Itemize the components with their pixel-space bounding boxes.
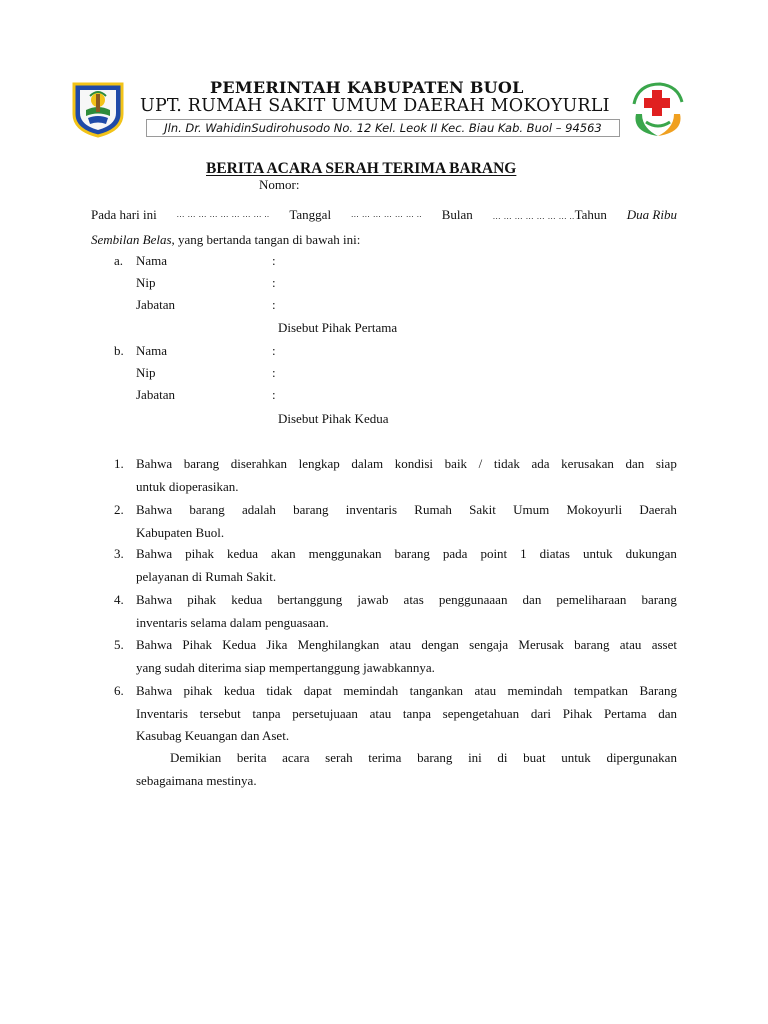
point-6-line-3: Kasubag Keuangan dan Aset. — [136, 728, 290, 743]
word: baik — [444, 456, 468, 471]
word: dapat — [303, 683, 332, 698]
hospital-cross-logo-icon — [628, 78, 688, 140]
word: asset — [651, 637, 677, 652]
word: serah — [325, 750, 353, 765]
point-2-line-1 — [136, 502, 677, 518]
word: Menghilangkan — [297, 637, 380, 652]
point-2-line-2: Kabupaten Buol. — [136, 525, 225, 540]
word: pihak — [187, 592, 217, 607]
party-b-nip-colon: : — [272, 365, 276, 380]
closing-line-2: sebagaimana mestinya. — [136, 773, 257, 788]
letterhead-address: Jln. Dr. WahidinSudirohusodo No. 12 Kel. Leok II Kec. Biau Kab. Buol – 94563 — [146, 119, 620, 137]
point-1-number: 1. — [114, 456, 124, 471]
letterhead-hospital: UPT. RUMAH SAKIT UMUM DAERAH MOKOYURLI — [140, 96, 610, 116]
point-6-line-1 — [136, 683, 677, 699]
point-1-line-2: untuk dioperasikan. — [136, 479, 239, 494]
word: tempatkan — [573, 683, 629, 698]
word: barang — [574, 637, 610, 652]
word: atau — [369, 706, 392, 721]
party-a-nama-colon: : — [272, 253, 276, 268]
intro-tahun: Tahun — [574, 207, 607, 222]
word: bertanggung — [277, 592, 343, 607]
party-a-nip-colon: : — [272, 275, 276, 290]
word: memindah — [507, 683, 563, 698]
party-b-nama-colon: : — [272, 343, 276, 358]
word: dari — [530, 706, 552, 721]
point-3-line-2: pelayanan di Rumah Sakit. — [136, 569, 277, 584]
point-4-line-1 — [136, 592, 677, 608]
word: tanpa — [402, 706, 432, 721]
word: barang — [293, 502, 329, 517]
word: dan — [658, 706, 677, 721]
intro-tanggal: Tanggal — [289, 207, 332, 222]
intro-line-2 — [91, 232, 360, 248]
party-a-jabatan-label: Jabatan — [136, 297, 175, 312]
point-2-number: 2. — [114, 502, 124, 517]
word: berita — [236, 750, 267, 765]
point-6-number: 6. — [114, 683, 124, 698]
word: dengan — [421, 637, 459, 652]
word: tersebut — [199, 706, 241, 721]
word: pemeliharaan — [556, 592, 627, 607]
word: kedua — [227, 546, 259, 561]
district-emblem-icon — [70, 80, 126, 138]
party-b-caption: Disebut Pihak Kedua — [278, 411, 389, 426]
word: sepengetahuan — [442, 706, 520, 721]
word: adalah — [241, 502, 276, 517]
word: penggunaaan — [438, 592, 508, 607]
word: Bahwa — [136, 456, 173, 471]
word: barang — [394, 546, 430, 561]
word: untuk — [561, 750, 591, 765]
word: atas — [403, 592, 424, 607]
party-b-marker: b. — [114, 343, 124, 358]
intro-dots-bulan: … … … … … … … .. — [492, 212, 575, 221]
word: kerusakan — [561, 456, 614, 471]
intro-line-1 — [91, 207, 677, 225]
word: Umum — [513, 502, 550, 517]
party-a-jabatan-colon: : — [272, 297, 276, 312]
point-1-line-1 — [136, 456, 677, 472]
word: tidak — [493, 456, 520, 471]
word: pada — [442, 546, 468, 561]
word: Pertama — [603, 706, 647, 721]
word: Bahwa — [136, 502, 173, 517]
word: Pihak — [562, 706, 593, 721]
word: menggunakan — [308, 546, 382, 561]
word: Mokoyurli — [566, 502, 623, 517]
word: dan — [522, 592, 542, 607]
party-a-marker: a. — [114, 253, 124, 268]
word: 1 — [520, 546, 527, 561]
word: diserahkan — [230, 456, 288, 471]
word: dan — [625, 456, 645, 471]
word: kedua — [231, 592, 263, 607]
point-5-line-1 — [136, 637, 677, 653]
word: kedua — [223, 683, 255, 698]
party-b-jabatan-label: Jabatan — [136, 387, 175, 402]
word: barang — [189, 502, 225, 517]
word: tanpa — [252, 706, 281, 721]
word: tidak — [266, 683, 293, 698]
word: lengkap — [298, 456, 340, 471]
point-3-line-1 — [136, 546, 677, 562]
word: ada — [531, 456, 550, 471]
word: untuk — [583, 546, 613, 561]
point-4-number: 4. — [114, 592, 124, 607]
word: atau — [474, 683, 497, 698]
point-3-number: 3. — [114, 546, 124, 561]
intro-bulan-tahun — [493, 207, 607, 225]
word: Bahwa — [136, 683, 173, 698]
word: Bahwa — [136, 592, 173, 607]
word: persetujuaan — [292, 706, 358, 721]
intro-dots-tanggal: … … … … … … .. — [350, 210, 422, 219]
point-5-number: 5. — [114, 637, 124, 652]
word: kondisi — [394, 456, 434, 471]
intro-year-part-1: Dua Ribu — [626, 207, 677, 222]
word: pihak — [183, 683, 213, 698]
word: Bahwa — [136, 637, 173, 652]
letterhead-government: PEMERINTAH KABUPATEN BUOL — [210, 78, 524, 97]
word: pihak — [185, 546, 214, 561]
word: Rumah — [414, 502, 452, 517]
word: inventaris — [345, 502, 398, 517]
word: tangankan — [409, 683, 464, 698]
word: Barang — [639, 683, 677, 698]
word: Bahwa — [136, 546, 173, 561]
word: dalam — [351, 456, 384, 471]
word: / — [478, 456, 483, 471]
word: atau — [389, 637, 412, 652]
word: memindah — [343, 683, 399, 698]
word: akan — [271, 546, 296, 561]
point-5-line-2: yang sudah diterima siap mempertanggung jawabkannya. — [136, 660, 435, 675]
word: terima — [368, 750, 402, 765]
word: siap — [655, 456, 677, 471]
point-4-line-2: inventaris selama dalam penguasaan. — [136, 615, 329, 630]
word: acara — [282, 750, 310, 765]
intro-bulan: Bulan — [441, 207, 473, 222]
party-b-nama-label: Nama — [136, 343, 168, 358]
party-b-jabatan-colon: : — [272, 387, 276, 402]
word: Jika — [266, 637, 288, 652]
word: di — [497, 750, 508, 765]
word: sengaja — [469, 637, 509, 652]
word: point — [480, 546, 508, 561]
intro-year-part-2: Sembilan Belas — [91, 232, 172, 247]
party-a-caption: Disebut Pihak Pertama — [278, 320, 398, 335]
word: buat — [523, 750, 546, 765]
word: ini — [468, 750, 482, 765]
word: jawab — [357, 592, 389, 607]
intro-dots-hari: … … … … … … … … .. — [176, 210, 270, 219]
word: Daerah — [639, 502, 677, 517]
party-a-nama-label: Nama — [136, 253, 168, 268]
word: atau — [619, 637, 642, 652]
word: Demikian — [170, 750, 222, 765]
document-number-label: Nomor: — [259, 177, 300, 192]
word: Kedua — [222, 637, 257, 652]
intro-rest: , yang bertanda tangan di bawah ini: — [171, 232, 361, 247]
word: Pihak — [182, 637, 212, 652]
party-a-nip-label: Nip — [136, 275, 156, 290]
document-title: BERITA ACARA SERAH TERIMA BARANG — [206, 160, 517, 177]
word: barang — [417, 750, 453, 765]
word: dukungan — [625, 546, 677, 561]
word: barang — [641, 592, 677, 607]
word: dipergunakan — [606, 750, 677, 765]
word: barang — [183, 456, 220, 471]
closing-line-1 — [170, 750, 677, 766]
word: Inventaris — [136, 706, 188, 721]
word: Sakit — [469, 502, 496, 517]
party-b-nip-label: Nip — [136, 365, 156, 380]
word: diatas — [539, 546, 570, 561]
word: Merusak — [518, 637, 564, 652]
intro-pada-hari-ini: Pada hari ini — [91, 207, 157, 222]
point-6-line-2 — [136, 706, 677, 722]
